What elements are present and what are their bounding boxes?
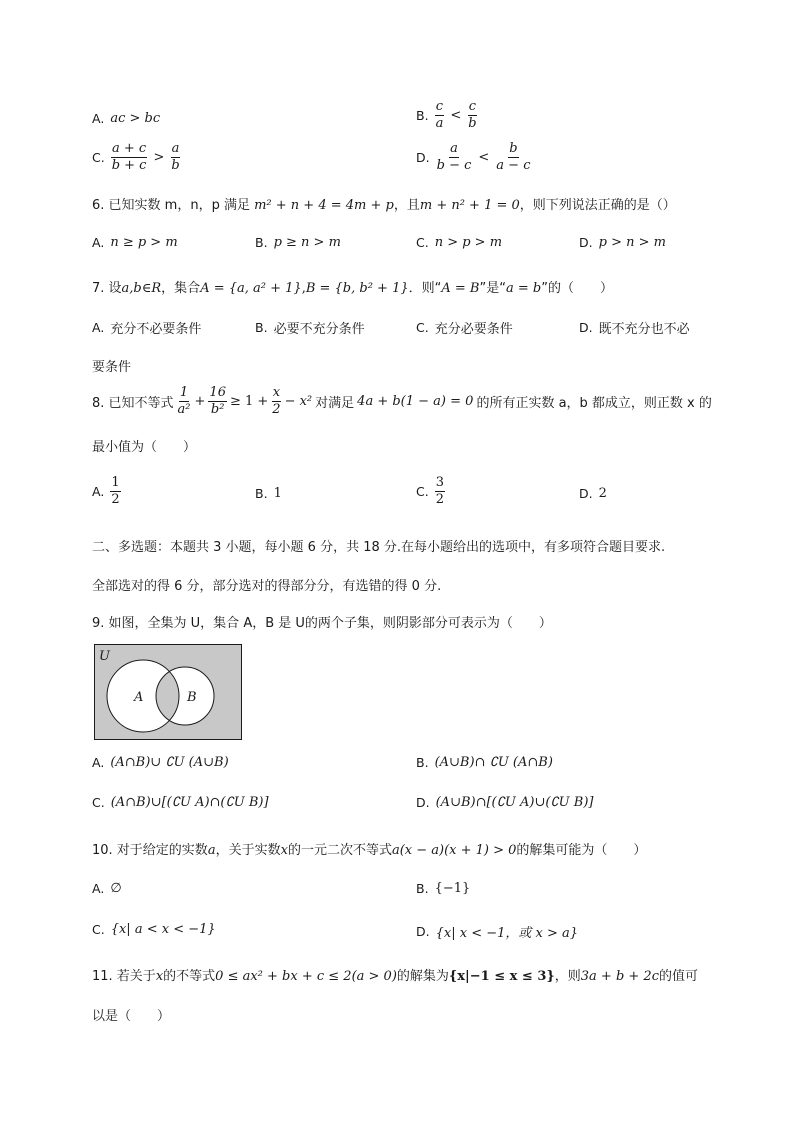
option-label: D. bbox=[416, 149, 430, 165]
q5-option-d[interactable]: D. $\frac{a}{b - c}$ < $\frac{b}{a - c}$ bbox=[416, 141, 531, 173]
q9-option-c[interactable]: C. (A∩B)∪[(∁U A)∩(∁U B)] bbox=[92, 795, 269, 810]
option-label: A. bbox=[92, 111, 105, 126]
q10-stem: 10. 对于给定的实数a，关于实数x的一元二次不等式a(x − a)(x + 1) > 0的解集可能为（ ） bbox=[92, 843, 647, 858]
fraction: $\frac{b}{a - c}$ bbox=[496, 141, 531, 173]
q6-option-d[interactable]: D. p > n > m bbox=[579, 235, 666, 250]
q9-option-a[interactable]: A. (A∩B)∪ ∁U (A∪B) bbox=[92, 755, 229, 770]
q7-option-d[interactable]: D. 既不充分也不必 bbox=[579, 320, 690, 337]
q6-option-b[interactable]: B. p ≥ n > m bbox=[255, 235, 341, 250]
option-expr: ac > bc bbox=[110, 111, 161, 126]
q5-option-c[interactable]: C. $\frac{a + c}{b + c}$ > $\frac{a}{b}$ bbox=[92, 141, 180, 173]
q10-option-c[interactable]: C. {x| a < x < −1} bbox=[92, 922, 216, 937]
fraction: $\frac{a + c}{b + c}$ bbox=[111, 141, 147, 173]
label-b: B bbox=[187, 690, 197, 705]
q9-option-d[interactable]: D. (A∪B)∩[(∁U A)∪(∁U B)] bbox=[416, 795, 594, 810]
fraction: $\frac{a}{b - c}$ bbox=[436, 141, 472, 173]
q5-option-a[interactable] bbox=[92, 111, 160, 126]
q10-option-d[interactable]: D. {x| x < −1，或 x > a} bbox=[416, 924, 579, 941]
q11-stem: 11. 若关于x的不等式0 ≤ ax² + bx + c ≤ 2(a > 0)的解集为{x|−1 ≤ x ≤ 3}，则3a + b + 2c的值可 bbox=[92, 969, 698, 984]
label-a: A bbox=[134, 690, 144, 705]
section2-heading: 二、多选题：本题共 3 小题，每小题 6 分，共 18 分.在每小题给出的选项中，有多项符合题目要求. bbox=[92, 540, 666, 555]
q7-stem: 7. 设a,b∈R，集合A = {a, a² + 1},B = {b, b² + 1}．则“A = B”是“a = b”的（ ） bbox=[92, 281, 613, 296]
q6-option-a[interactable]: A. n ≥ p > m bbox=[92, 235, 178, 250]
fraction: $\frac{x}{2}$ bbox=[272, 385, 281, 417]
fraction: $\frac{1}{\text{a²}}$ bbox=[177, 385, 191, 417]
label-u: U bbox=[99, 649, 110, 664]
q9-stem: 9. 如图，全集为 U，集合 A，B 是 U的两个子集，则阴影部分可表示为（ ） bbox=[92, 616, 552, 631]
q8-option-b[interactable]: B. 1 bbox=[255, 486, 282, 501]
q7-option-b[interactable]: B. 必要不充分条件 bbox=[255, 320, 365, 337]
q8-option-a[interactable]: A. $\frac{1}{2}$ bbox=[92, 475, 120, 507]
q10-option-a[interactable]: A. ∅ bbox=[92, 881, 122, 896]
q7-option-c[interactable]: C. 充分必要条件 bbox=[416, 320, 513, 337]
q10-option-b[interactable]: B. {−1} bbox=[416, 881, 471, 896]
q8-stem-line2: 最小值为（ ） bbox=[92, 440, 197, 455]
q11-stem-line2: 以是（ ） bbox=[92, 1009, 171, 1024]
q5-option-b[interactable]: B. $\frac{c}{a}$ < $\frac{c}{b}$ bbox=[416, 99, 477, 131]
venn-diagram bbox=[94, 644, 242, 740]
q7-option-a[interactable]: A. 充分不必要条件 bbox=[92, 320, 202, 337]
q7-option-d-continued: 要条件 bbox=[92, 360, 132, 375]
section2-instructions: 全部选对的得 6 分，部分选对的得部分分，有选错的得 0 分. bbox=[92, 579, 442, 594]
q8-option-d[interactable]: D. 2 bbox=[579, 486, 607, 501]
q6-option-c[interactable]: C. n > p > m bbox=[416, 235, 503, 250]
fraction: $\frac{a}{b}$ bbox=[171, 141, 180, 173]
option-label: B. bbox=[416, 107, 429, 123]
q8-option-c[interactable]: C. $\frac{3}{2}$ bbox=[416, 475, 444, 507]
fraction: $\frac{c}{b}$ bbox=[468, 99, 477, 131]
q6-stem: 6. 已知实数 m，n，p 满足 m² + n + 4 = 4m + p，且m + n² + 1 = 0，则下列说法正确的是（） bbox=[92, 198, 676, 213]
option-label: C. bbox=[92, 149, 105, 165]
fraction: $\frac{c}{a}$ bbox=[435, 99, 444, 131]
fraction: $\frac{1}{2}$ bbox=[111, 475, 120, 507]
q9-option-b[interactable]: B. (A∪B)∩ ∁U (A∩B) bbox=[416, 755, 553, 770]
q8-stem: 8. 已知不等式 $\frac{1}{\text{a²}}$ + $\frac{16}{\text{b²}}$ ≥ 1 + $\frac{x}{2}$ − x² 对满足 4a + b(1 − a) = 0 的所有正实数 a，b 都成立，则正数 x 的 bbox=[92, 385, 712, 417]
fraction: $\frac{16}{\text{b²}}$ bbox=[209, 385, 226, 417]
fraction: $\frac{3}{2}$ bbox=[435, 475, 444, 507]
